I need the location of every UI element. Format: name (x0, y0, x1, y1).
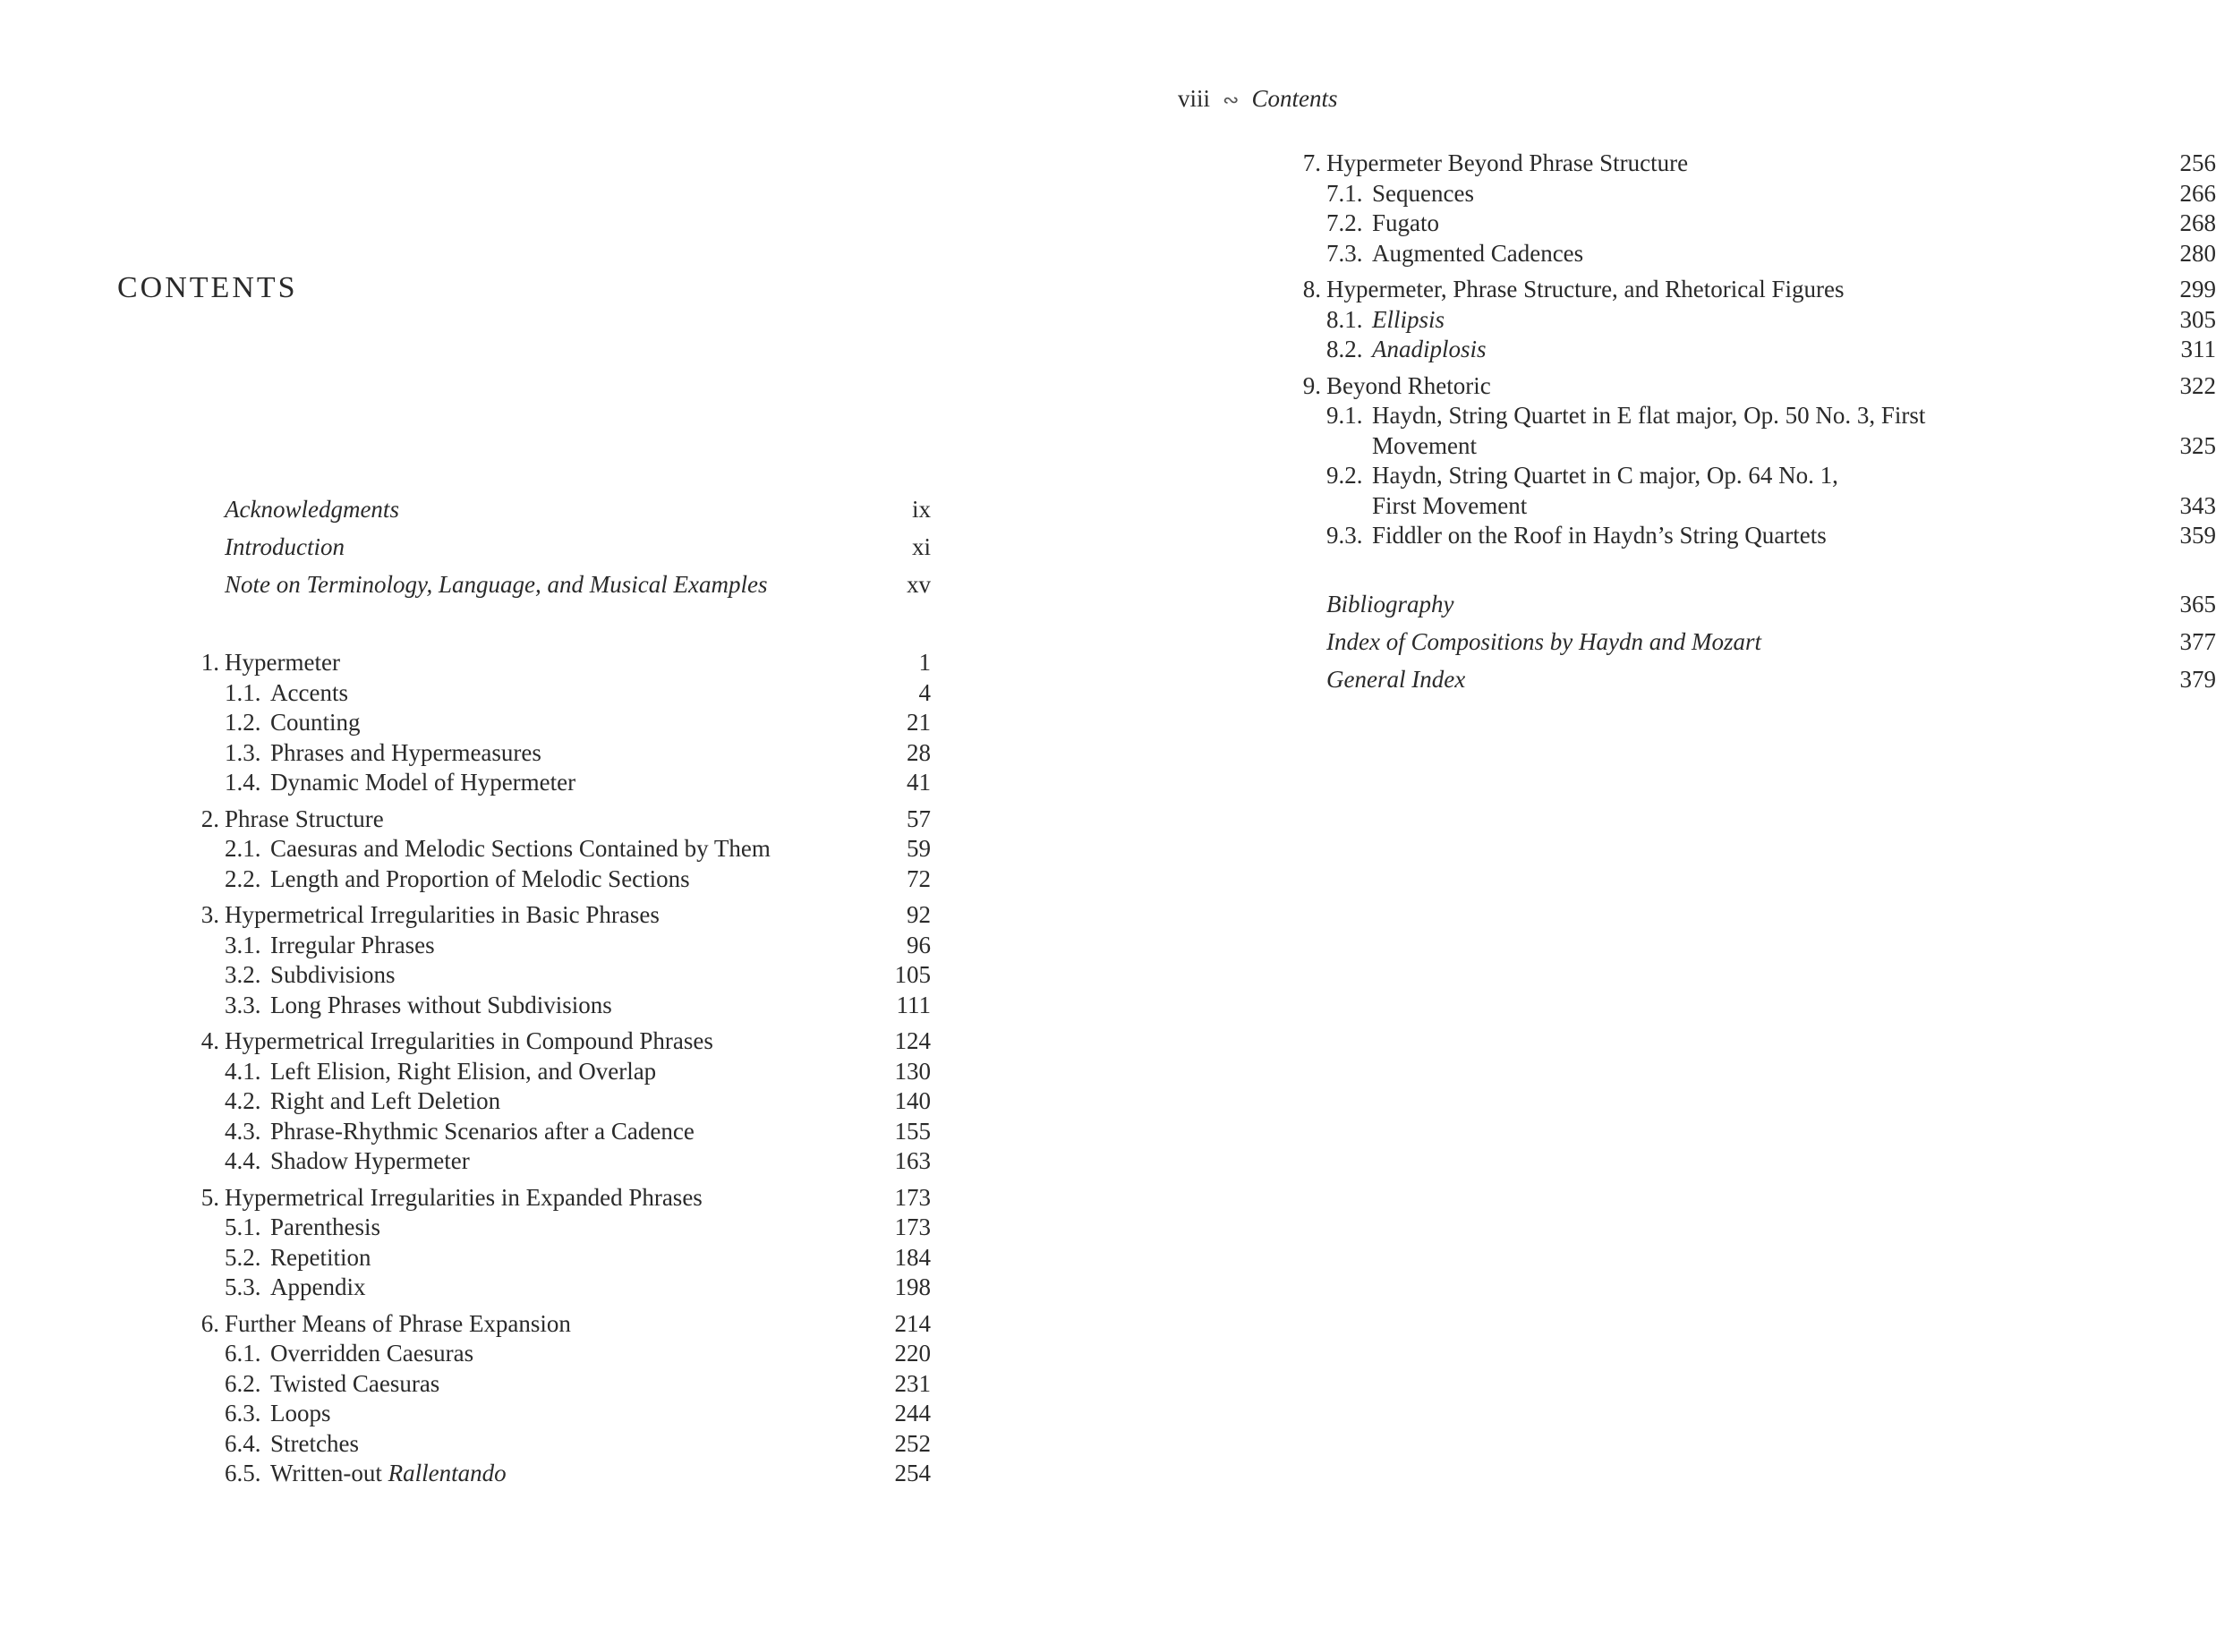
toc-number: 5.1. (225, 1213, 261, 1240)
toc-page: 214 (894, 1309, 931, 1337)
toc-number: 9.1. (1326, 402, 1363, 429)
toc-number: 3.1. (225, 931, 261, 958)
toc-title: Introduction (225, 533, 345, 560)
toc-title: Stretches (270, 1429, 359, 1457)
toc-title: Irregular Phrases (270, 931, 435, 958)
toc-title: Overridden Caesuras (270, 1340, 474, 1367)
toc-section[interactable] (183, 1459, 931, 1489)
toc-section[interactable] (183, 931, 931, 961)
toc-section[interactable] (183, 708, 931, 738)
toc-section[interactable] (1285, 521, 2216, 551)
toc-title: Fiddler on the Roof in Haydn’s String Quartets (1372, 522, 1827, 549)
toc-title: Long Phrases without Subdivisions (270, 991, 612, 1018)
toc-section[interactable] (1285, 209, 2216, 239)
toc-section[interactable] (183, 864, 931, 895)
toc-page: 268 (2179, 209, 2216, 236)
toc-section[interactable] (183, 1243, 931, 1273)
toc-number: 5.3. (225, 1273, 261, 1300)
toc-page: 311 (2180, 336, 2216, 362)
toc-title: Left Elision, Right Elision, and Overlap (270, 1057, 657, 1085)
toc-entry-general-index[interactable] (1285, 660, 2216, 698)
toc-title: Right and Left Deletion (270, 1087, 501, 1114)
toc-number: 6.5. (225, 1460, 261, 1486)
toc-page: 124 (894, 1027, 931, 1054)
toc-page: 59 (907, 835, 931, 862)
toc-section[interactable] (183, 1117, 931, 1147)
toc-number: 6.1. (225, 1340, 261, 1367)
toc-number: 2.1. (225, 835, 261, 862)
toc-number: 4.1. (225, 1057, 261, 1085)
toc-chapter-2[interactable] (183, 805, 931, 835)
toc-number: 8.1. (1326, 305, 1363, 333)
toc-section[interactable] (183, 1369, 931, 1400)
toc-section[interactable] (183, 1339, 931, 1369)
toc-title: Loops (270, 1400, 331, 1426)
toc-title: First Movement (1372, 491, 1528, 519)
toc-page: 325 (2179, 431, 2216, 459)
toc-page: 105 (894, 961, 931, 988)
toc-page: 220 (894, 1340, 931, 1367)
toc-section[interactable] (183, 834, 931, 864)
toc-page: 57 (907, 805, 931, 832)
toc-section[interactable] (183, 738, 931, 769)
toc-page: 184 (894, 1243, 931, 1271)
toc-title-italic: Rallentando (388, 1460, 507, 1486)
toc-section[interactable] (183, 768, 931, 798)
toc-section[interactable] (1285, 461, 2216, 491)
toc-right (1285, 149, 2216, 698)
toc-number: 4.4. (225, 1147, 261, 1174)
right-page (1061, 0, 2216, 1652)
toc-number: 9.3. (1326, 522, 1363, 549)
toc-page: 28 (907, 738, 931, 766)
toc-number: 8. (1302, 276, 1321, 302)
toc-page: 173 (894, 1213, 931, 1240)
toc-entry-note-on-terminology[interactable] (183, 566, 931, 603)
toc-title: Ellipsis (1372, 305, 1445, 333)
toc-section[interactable] (1285, 305, 2216, 336)
contents-heading: CONTENTS (117, 271, 298, 304)
toc-page: 163 (894, 1147, 931, 1174)
toc-page: 377 (2179, 627, 2216, 655)
toc-page: 244 (894, 1400, 931, 1426)
toc-title-plain: Written-out (270, 1460, 388, 1486)
toc-section[interactable] (183, 1429, 931, 1460)
toc-title: Beyond Rhetoric (1326, 371, 1491, 399)
toc-page: 173 (894, 1183, 931, 1211)
toc-title: Hypermeter, Phrase Structure, and Rhetorical Figures (1326, 276, 1845, 302)
toc-number: 2.2. (225, 864, 261, 892)
toc-page: 1 (918, 649, 931, 676)
toc-title: Accents (270, 678, 348, 706)
toc-page: 155 (894, 1117, 931, 1145)
toc-number: 2. (200, 805, 219, 832)
toc-page: 130 (894, 1057, 931, 1085)
toc-section-continuation[interactable] (1285, 431, 2216, 462)
left-page (0, 0, 1061, 1652)
toc-page: 41 (907, 769, 931, 796)
toc-number: 6.3. (225, 1400, 261, 1426)
toc-title (270, 1459, 507, 1489)
toc-section[interactable] (183, 1057, 931, 1087)
toc-entry-acknowledgments[interactable] (183, 490, 931, 528)
toc-number: 7. (1302, 149, 1321, 176)
toc-page: 299 (2179, 276, 2216, 302)
toc-entry-bibliography[interactable] (1285, 585, 2216, 623)
toc-title: Haydn, String Quartet in E flat major, Op. 50 No. 3, First (1372, 402, 1926, 429)
toc-page: 305 (2179, 305, 2216, 333)
toc-title: Phrases and Hypermeasures (270, 738, 541, 766)
toc-page: ix (911, 496, 931, 523)
toc-title: Dynamic Model of Hypermeter (270, 769, 576, 796)
toc-page: 111 (896, 991, 931, 1018)
toc-title: Counting (270, 709, 361, 736)
toc-number: 7.2. (1326, 209, 1363, 236)
toc-section[interactable] (1285, 239, 2216, 269)
toc-chapter-8[interactable] (1285, 275, 2216, 305)
toc-chapter-7[interactable] (1285, 149, 2216, 179)
toc-title: Phrase-Rhythmic Scenarios after a Cadence (270, 1117, 695, 1145)
toc-chapter-9[interactable] (1285, 371, 2216, 402)
toc-number: 7.1. (1326, 179, 1363, 207)
toc-page: 280 (2179, 239, 2216, 267)
toc-section[interactable] (183, 1273, 931, 1303)
toc-section[interactable] (1285, 401, 2216, 431)
toc-chapter-6[interactable] (183, 1309, 931, 1340)
toc-entry-index-of-compositions[interactable] (1285, 623, 2216, 660)
toc-number: 5.2. (225, 1243, 261, 1271)
toc-number: 4.3. (225, 1117, 261, 1145)
toc-number: 9. (1302, 371, 1321, 399)
toc-title: Movement (1372, 431, 1477, 459)
toc-title: Twisted Caesuras (270, 1369, 440, 1397)
toc-page: 343 (2179, 491, 2216, 519)
toc-section[interactable] (183, 1399, 931, 1429)
toc-section[interactable] (183, 960, 931, 991)
toc-title: Length and Proportion of Melodic Sections (270, 864, 690, 892)
toc-page: 92 (907, 901, 931, 928)
folio: viii (1178, 85, 1211, 112)
toc-title: Note on Terminology, Language, and Musical Examples (225, 571, 768, 598)
toc-number: 4. (200, 1027, 219, 1054)
toc-title: Haydn, String Quartet in C major, Op. 64 No. 1, (1372, 462, 1838, 489)
toc-title: Index of Compositions by Haydn and Mozart (1326, 627, 1761, 655)
toc-number: 9.2. (1326, 462, 1363, 489)
toc-title: Appendix (270, 1273, 366, 1300)
toc-title: Phrase Structure (225, 805, 384, 832)
toc-page: 4 (918, 678, 931, 706)
toc-section[interactable] (1285, 179, 2216, 209)
toc-page: xv (907, 571, 931, 598)
toc-page: 379 (2179, 665, 2216, 693)
toc-section[interactable] (183, 1086, 931, 1117)
toc-page: 256 (2179, 149, 2216, 176)
toc-number: 6.4. (225, 1429, 261, 1457)
toc-number: 3.2. (225, 961, 261, 988)
toc-page: 198 (894, 1273, 931, 1300)
toc-title: Sequences (1372, 179, 1474, 207)
toc-chapter-4[interactable] (183, 1026, 931, 1057)
toc-number: 1. (200, 649, 219, 676)
toc-page: 359 (2179, 522, 2216, 549)
toc-section[interactable] (183, 991, 931, 1021)
toc-chapter-3[interactable] (183, 900, 931, 931)
toc-title: Bibliography (1326, 590, 1454, 617)
toc-page: 254 (894, 1460, 931, 1486)
toc-title: Subdivisions (270, 961, 396, 988)
toc-entry-introduction[interactable] (183, 528, 931, 566)
running-head (1178, 85, 1337, 113)
toc-number: 5. (200, 1183, 219, 1211)
toc-title: Hypermeter Beyond Phrase Structure (1326, 149, 1689, 176)
toc-title: Augmented Cadences (1372, 239, 1584, 267)
toc-page: xi (911, 533, 931, 560)
toc-page: 140 (894, 1087, 931, 1114)
toc-page: 322 (2179, 371, 2216, 399)
toc-number: 6. (200, 1309, 219, 1337)
toc-page: 72 (907, 864, 931, 892)
toc-title: Anadiplosis (1372, 336, 1487, 362)
toc-number: 1.3. (225, 738, 261, 766)
toc-number: 8.2. (1326, 336, 1363, 362)
toc-title: Hypermetrical Irregularities in Expanded Phrases (225, 1183, 703, 1211)
toc-number: 1.4. (225, 769, 261, 796)
toc-title: Hypermetrical Irregularities in Basic Phrases (225, 901, 660, 928)
toc-page: 266 (2179, 179, 2216, 207)
toc-number: 1.2. (225, 709, 261, 736)
toc-title: General Index (1326, 665, 1466, 693)
toc-title: Fugato (1372, 209, 1440, 236)
toc-page: 21 (907, 709, 931, 736)
toc-title: Hypermeter (225, 649, 340, 676)
toc-title: Further Means of Phrase Expansion (225, 1309, 571, 1337)
toc-chapter-5[interactable] (183, 1183, 931, 1213)
toc-number: 3.3. (225, 991, 261, 1018)
toc-page: 252 (894, 1429, 931, 1457)
toc-section-continuation[interactable] (1285, 491, 2216, 522)
toc-title: Parenthesis (270, 1213, 380, 1240)
toc-number: 6.2. (225, 1369, 261, 1397)
toc-number: 4.2. (225, 1087, 261, 1114)
toc-section[interactable] (183, 1213, 931, 1243)
toc-page: 365 (2179, 590, 2216, 617)
toc-title: Caesuras and Melodic Sections Contained by Them (270, 835, 771, 862)
tilde-ornament-icon: ∾ (1223, 89, 1240, 111)
toc-chapter-1[interactable] (183, 648, 931, 678)
toc-title: Repetition (270, 1243, 371, 1271)
toc-number: 7.3. (1326, 239, 1363, 267)
toc-section[interactable] (183, 1146, 931, 1177)
toc-number: 1.1. (225, 678, 261, 706)
toc-title: Acknowledgments (225, 496, 399, 523)
toc-page: 231 (894, 1369, 931, 1397)
toc-number: 3. (200, 901, 219, 928)
toc-title: Shadow Hypermeter (270, 1147, 470, 1174)
toc-left (183, 490, 931, 1489)
toc-section[interactable] (183, 678, 931, 709)
running-head-title: Contents (1251, 85, 1338, 112)
toc-page: 96 (907, 931, 931, 958)
toc-section[interactable] (1285, 335, 2216, 365)
toc-title: Hypermetrical Irregularities in Compound Phrases (225, 1027, 713, 1054)
